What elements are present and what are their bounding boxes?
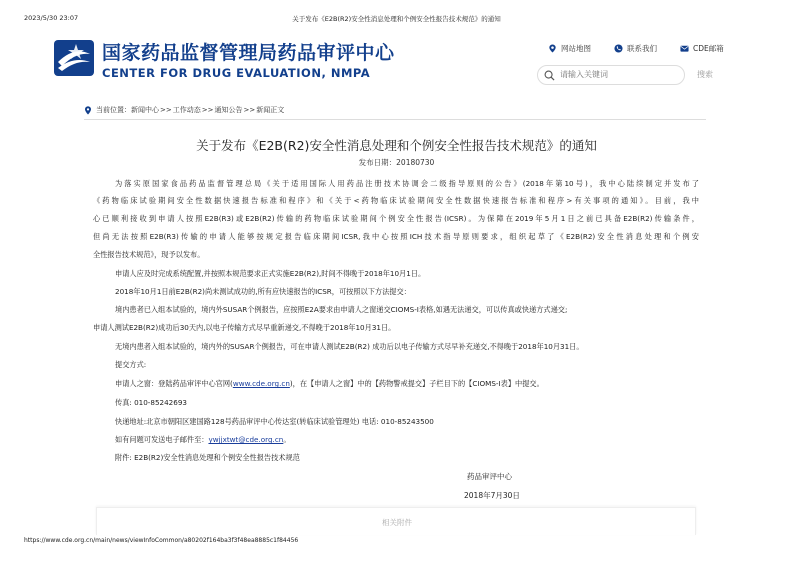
paragraph-line: 全性报告技术规范》，现予以发布。 xyxy=(93,250,205,259)
paragraph-line: 境内患者已入组本试验的，境内外SUSAR个例报告，应按照E2A要求由申请人之窗递交CIOMS-I表格,如遇无法递交，可以传真或快递方式递交; xyxy=(115,305,568,314)
paragraph: 传真: 010-85242693 xyxy=(115,398,187,407)
location-pin-icon xyxy=(548,44,557,53)
attachments-label: 相关附件 xyxy=(382,518,412,527)
phone-icon xyxy=(614,44,623,53)
cde-mail-label: CDE邮箱 xyxy=(693,44,724,53)
location-pin-icon xyxy=(84,106,92,115)
article-title: 关于发布《E2B(R2)安全性消息处理和个例安全性报告技术规范》的通知 xyxy=(196,138,597,153)
breadcrumb-separator: >> xyxy=(160,106,172,114)
site-logo[interactable] xyxy=(54,38,394,78)
breadcrumb xyxy=(84,105,284,115)
paragraph-line: 申请人测试E2B(R2)成功后30天内,以电子传输方式尽早重新递交,不得晚于2018年10月31日。 xyxy=(93,323,396,332)
publish-date-label: 发布日期： xyxy=(358,158,397,167)
print-header xyxy=(0,14,793,26)
attachments-panel xyxy=(96,507,696,535)
paragraph: 快递地址:北京市朝阳区建国路128号药品审评中心传达室(转临床试验管理处) 电话: 010-85243500 xyxy=(115,417,434,426)
print-page-title: 关于发布《E2B(R2)安全性消息处理和个例安全性报告技术规范》的通知 xyxy=(292,15,501,23)
paragraph-text: 。 xyxy=(283,435,291,444)
breadcrumb-current: 新闻正文 xyxy=(256,106,285,114)
publish-date xyxy=(0,157,793,168)
sitemap-link[interactable] xyxy=(548,43,591,54)
search-icon xyxy=(544,70,555,81)
paragraph-text: 申请人之窗：登陆药品审评中心官网( xyxy=(115,379,233,388)
paragraph-text: 如有问题可发送电子邮件至： xyxy=(115,435,209,444)
search-input[interactable] xyxy=(560,70,680,79)
paragraph-line: 但尚无法按照E2B(R3)传输的申请人能够按规定报告临床期间ICSR,我中心按照ICH技术指导原则要求，组织起草了《E2B(R2)安全性消息处理和个例安 xyxy=(93,232,699,241)
breadcrumb-prefix: 当前位置： xyxy=(96,106,131,114)
header-divider xyxy=(84,119,706,120)
signature-org: 药品审评中心 xyxy=(467,472,512,481)
cde-logo-icon xyxy=(54,40,94,76)
paragraph-line: 心已顺利接收到申请人按照E2B(R3)或E2B(R2)传输的药物临床试验期间个例安全性报告(ICSR)。为保障在2019年5月1日之前已具备E2B(R2)传输条件， xyxy=(93,214,699,223)
email-link[interactable]: ywjjxtwt@cde.org.cn xyxy=(208,435,284,444)
breadcrumb-separator: >> xyxy=(201,106,214,114)
search-box[interactable] xyxy=(537,65,685,85)
paragraph: 2018年10月1日前E2B(R2)尚未测试成功的,所有应快速报告的ICSR，可按照以下方法提交： xyxy=(115,287,411,296)
paragraph-line: 为落实原国家食品药品监督管理总局《关于适用国际人用药品注册技术协调会二级指导原则的公告》(2018年第10号)，我中心陆续制定并发布了 xyxy=(115,179,699,188)
signature-date: 2018年7月30日 xyxy=(464,491,520,500)
cde-mail-link[interactable] xyxy=(680,43,724,54)
site-name-en: CENTER FOR DRUG EVALUATION, NMPA xyxy=(102,66,371,80)
publish-date-value: 20180730 xyxy=(396,158,435,167)
paragraph xyxy=(115,435,291,445)
breadcrumb-news-center[interactable]: 新闻中心 xyxy=(131,106,159,114)
paragraph xyxy=(115,379,544,389)
attachment-note: 附件: E2B(R2)安全性消息处理和个例安全性报告技术规范 xyxy=(115,453,300,462)
print-footer-url: https://www.cde.org.cn/main/news/viewInfoCommon/a80202f164ba3f3f48ea8885c1f84456 xyxy=(24,537,299,544)
search-button[interactable]: 搜索 xyxy=(697,70,713,79)
paragraph-text: )，在【申请人之窗】中的【药物警戒提交】子栏目下的【CIOMS-I表】中提交。 xyxy=(289,379,544,388)
paragraph-line: 《药物临床试验期间安全性数据快速报告标准和程序》和《关于<药物临床试验期间安全性数据快速报告标准和程序>有关事项的通知》。目前，我中 xyxy=(93,196,699,205)
breadcrumb-notices[interactable]: 通知公告 xyxy=(214,106,243,114)
site-name-cn: 国家药品监督管理局药品审评中心 xyxy=(102,42,395,64)
contact-label: 联系我们 xyxy=(627,44,657,53)
mail-icon xyxy=(680,44,689,53)
sitemap-label: 网站地图 xyxy=(561,44,591,53)
paragraph: 提交方式: xyxy=(115,360,147,369)
breadcrumb-separator: >> xyxy=(243,106,256,114)
breadcrumb-work-updates[interactable]: 工作动态 xyxy=(172,106,201,114)
search-bar xyxy=(537,65,717,85)
cde-website-link[interactable]: www.cde.org.cn xyxy=(232,379,290,388)
paragraph: 无境内患者入组本试验的，境内外的SUSAR个例报告，可在申请人测试E2B(R2) 成功后以电子传输方式尽早补充递交,不得晚于2018年10月31日。 xyxy=(115,342,584,351)
print-timestamp: 2023/5/30 23:07 xyxy=(24,14,79,22)
contact-link[interactable] xyxy=(614,43,657,54)
paragraph: 申请人应及时完成系统配置,并按照本规范要求正式实施E2B(R2),时间不得晚于2018年10月1日。 xyxy=(115,269,426,278)
